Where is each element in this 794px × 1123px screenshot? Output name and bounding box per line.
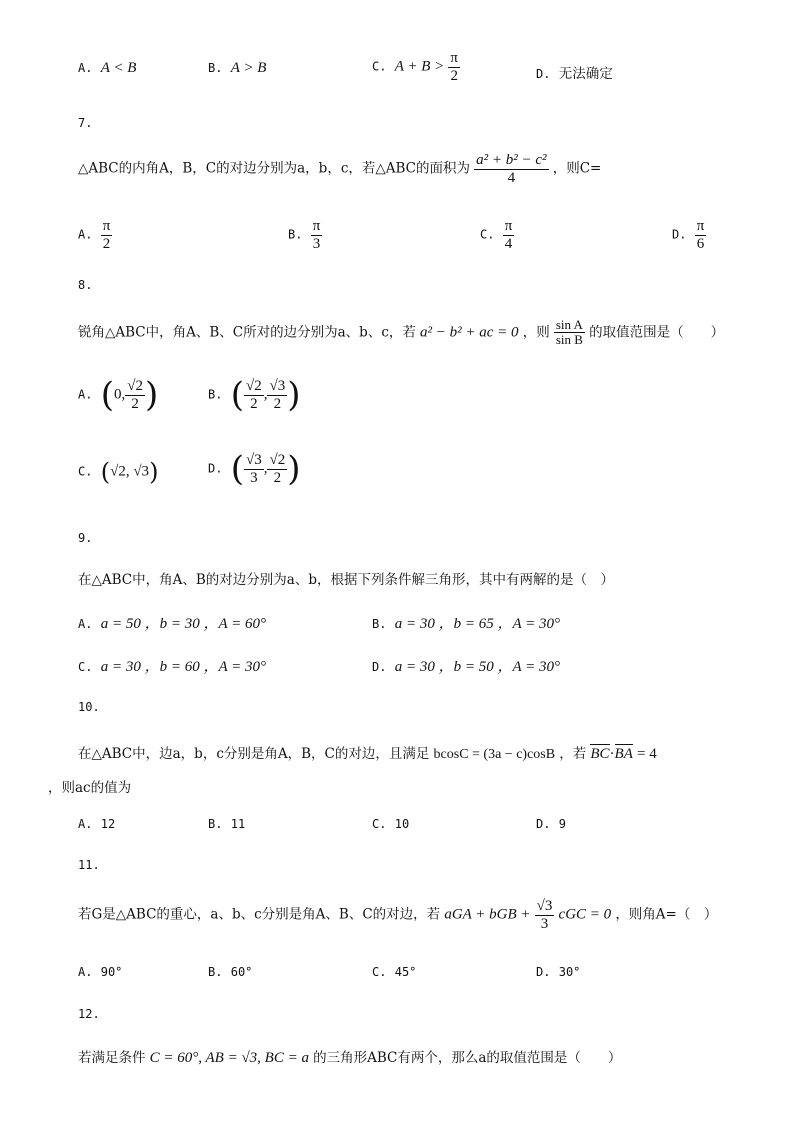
q10-option-d bbox=[536, 817, 566, 832]
area-fraction: $\frac{\text{a² + b² − c²}}{4}$ bbox=[476, 152, 547, 186]
option-label: C. bbox=[372, 965, 387, 979]
option-label: B. bbox=[208, 387, 223, 402]
q8-option-d: D. ( $\frac{√3}{3}$ , $\frac{√2}{2}$ ) bbox=[208, 449, 301, 489]
option-label: B. bbox=[208, 817, 223, 831]
option-label: D. bbox=[536, 67, 551, 81]
q10-option-b bbox=[208, 817, 245, 832]
option-math: A + B > bbox=[394, 58, 445, 75]
option-label: D. bbox=[536, 817, 551, 831]
option-math: a = 50 ，b = 30 ，A = 60° bbox=[100, 616, 266, 632]
q7-option-c bbox=[480, 218, 514, 252]
fraction: $\frac{\pi}{4}$ bbox=[504, 218, 513, 252]
q7-stem bbox=[78, 152, 601, 186]
q11-option-b bbox=[208, 965, 252, 980]
fraction: $\frac{√3}{3}$ bbox=[245, 452, 262, 486]
q9-option-c bbox=[78, 655, 266, 676]
option-math: a = 30 ，b = 60 ，A = 30° bbox=[100, 659, 266, 675]
condition-math: C = 60°, AB = √3, BC = a bbox=[149, 1050, 309, 1066]
q7-option-b bbox=[288, 218, 322, 252]
option-label: D. bbox=[672, 227, 687, 242]
q9-option-b bbox=[372, 612, 560, 633]
stem-text: 若G是△ABC的重心，a、b、c分别是角A、B、C的对边，若 bbox=[78, 906, 441, 923]
q11-option-d bbox=[536, 965, 580, 980]
q6-option-b bbox=[208, 60, 266, 77]
q10-stem: 在△ABC中，边a，b，c分别是角A，B，C的对边，且满足 bcosC = (3a − c)cosB ，若 BC·BA = 4 bbox=[78, 746, 657, 762]
question-number-8: 8. bbox=[78, 278, 93, 292]
option-label: A. bbox=[78, 617, 93, 631]
fraction: $\frac{√3}{2}$ bbox=[269, 378, 286, 412]
option-math: A < B bbox=[100, 60, 137, 76]
question-number-12: 12. bbox=[78, 1007, 100, 1021]
option-value: 11 bbox=[230, 817, 246, 831]
option-label: B. bbox=[208, 965, 223, 979]
question-number-7: 7. bbox=[78, 116, 93, 130]
interval-left: 0, bbox=[113, 386, 126, 403]
option-label: C. bbox=[372, 59, 387, 74]
option-value: 45° bbox=[394, 965, 417, 979]
fraction: $\frac{\pi}{6}$ bbox=[696, 218, 705, 252]
q11-option-a bbox=[78, 965, 122, 980]
option-math: a = 30 ，b = 50 ，A = 30° bbox=[394, 659, 560, 675]
option-value: 30° bbox=[558, 965, 581, 979]
q10-option-a bbox=[78, 817, 115, 832]
stem-text: ，则C= bbox=[552, 160, 602, 177]
option-value: 90° bbox=[100, 965, 123, 979]
fraction: $\frac{√3}{3}$ bbox=[536, 898, 553, 932]
stem-text: △ABC的内角A，B，C的对边分别为a，b，c，若△ABC的面积为 bbox=[78, 160, 471, 177]
option-value: 60° bbox=[230, 965, 253, 979]
option-value: 10 bbox=[394, 817, 410, 831]
option-value: 9 bbox=[558, 817, 566, 831]
vector-sum-math: aGA + bGB + bbox=[444, 906, 531, 923]
option-label: C. bbox=[78, 660, 93, 674]
q12-stem bbox=[78, 1046, 621, 1067]
q8-option-a: A. (0, $\frac{√2}{2}$ ) bbox=[78, 375, 159, 415]
q8-option-b: B. ( $\frac{√2}{2}$ , $\frac{√3}{2}$ ) bbox=[208, 375, 301, 415]
option-label: B. bbox=[372, 617, 387, 631]
condition-math: a² − b² + ac = 0 bbox=[420, 324, 519, 341]
q6-option-a bbox=[78, 60, 136, 77]
q7-option-d bbox=[672, 218, 706, 252]
q9-stem: 在△ABC中，角A、B的对边分别为a、b，根据下列条件解三角形，其中有两解的是（ ） bbox=[78, 572, 614, 588]
option-text: 无法确定 bbox=[558, 66, 613, 82]
option-label: C. bbox=[372, 817, 387, 831]
fraction: $\frac{√2}{2}$ bbox=[245, 378, 262, 412]
q9-option-a bbox=[78, 612, 266, 633]
option-label: B. bbox=[288, 227, 303, 242]
option-label: A. bbox=[78, 965, 93, 979]
option-label: A. bbox=[78, 227, 93, 242]
option-label: D. bbox=[208, 461, 223, 476]
q10-stem-cont: ，则ac的值为 bbox=[48, 780, 132, 796]
stem-text: 若满足条件 bbox=[78, 1050, 146, 1066]
ratio-fraction: $\frac{\text{sin A}}{\text{sin B}}$ bbox=[555, 317, 583, 348]
vector-bc: BC bbox=[590, 746, 610, 762]
stem-text: 的取值范围是（ ） bbox=[589, 324, 725, 341]
interval: √2, √3 bbox=[110, 463, 150, 480]
option-label: C. bbox=[480, 227, 495, 242]
option-math: a = 30 ，b = 65 ，A = 30° bbox=[394, 616, 560, 632]
question-number-10: 10. bbox=[78, 700, 100, 714]
vector-sum-math: cGC = 0 bbox=[558, 906, 612, 923]
option-label: A. bbox=[78, 817, 93, 831]
condition-math: bcosC = (3a − c)cosB bbox=[433, 747, 556, 762]
q6-option-c bbox=[372, 50, 460, 84]
option-value: 12 bbox=[100, 817, 116, 831]
question-number-11: 11. bbox=[78, 858, 100, 872]
question-number-9: 9. bbox=[78, 531, 93, 545]
option-label: A. bbox=[78, 387, 93, 402]
q8-option-c: C. (√2, √3) bbox=[78, 458, 159, 486]
stem-text: ，则 bbox=[522, 324, 550, 341]
q11-stem bbox=[78, 898, 717, 932]
q10-option-c bbox=[372, 817, 409, 832]
fraction: $\frac{\pi}{2}$ bbox=[102, 218, 111, 252]
option-label: C. bbox=[78, 464, 93, 479]
q9-option-d bbox=[372, 655, 560, 676]
q11-option-c bbox=[372, 965, 416, 980]
fraction: $\frac{√2}{2}$ bbox=[127, 378, 143, 412]
stem-text: 的三角形ABC有两个，那么a的取值范围是（ ） bbox=[313, 1050, 622, 1066]
fraction: $\frac{\pi}{3}$ bbox=[312, 218, 321, 252]
fraction: $\frac{√2}{2}$ bbox=[269, 452, 286, 486]
stem-text: ，若 bbox=[559, 746, 587, 762]
option-label: D. bbox=[372, 660, 387, 674]
q6-option-d bbox=[536, 62, 613, 82]
q7-option-a bbox=[78, 218, 112, 252]
stem-text: 在△ABC中，边a，b，c分别是角A，B，C的对边，且满足 bbox=[78, 746, 430, 762]
option-label: A. bbox=[78, 61, 93, 75]
option-label: D. bbox=[536, 965, 551, 979]
option-math: A > B bbox=[230, 60, 267, 76]
vector-ba: BA bbox=[614, 746, 633, 762]
stem-text: 锐角△ABC中，角A、B、C所对的边分别为a、b、c，若 bbox=[78, 324, 416, 341]
option-label: B. bbox=[208, 61, 223, 75]
stem-text: ，则角A=（ ） bbox=[615, 906, 718, 923]
equation-rhs: = 4 bbox=[637, 746, 657, 762]
fraction: $\frac{\pi}{2}$ bbox=[450, 50, 458, 84]
q8-stem bbox=[78, 318, 724, 348]
